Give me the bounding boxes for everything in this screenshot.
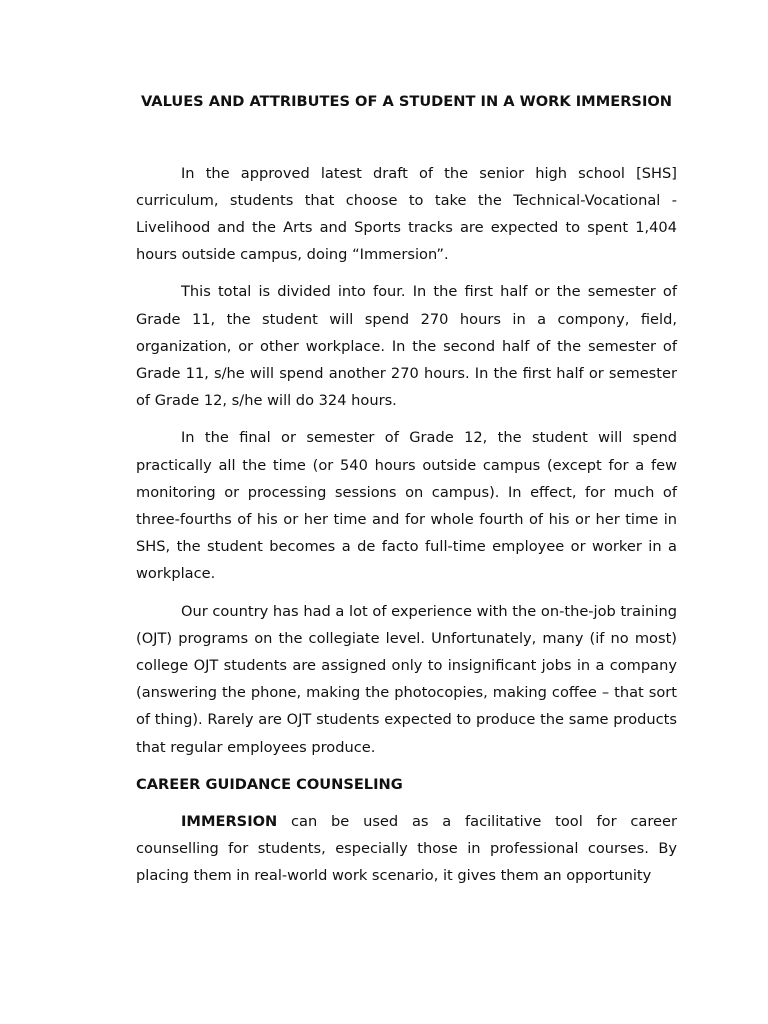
- paragraph-ojt-experience: Our country has had a lot of experience with the on-the-job training (OJT) programs on the collegiate level. Unfortunately, many (if no most) college OJT students are assigned only to insignificant jobs in a company (answering the phone, making the photocopies, making coffee – that sort of thing). Rarely are OJT students expected to produce the same products that regular employees produce.: [136, 602, 677, 756]
- document-body: [136, 88, 677, 900]
- paragraph-career-guidance: [136, 808, 677, 890]
- paragraph-final-semester: In the final or semester of Grade 12, the student will spend practically all the time (or 540 hours outside campus (except for a few monitoring or processing sessions on campus). In effect, for much of three-fourths of his or her time and for whole fourth of his or her time in SHS, the student becomes a de facto full-time employee or worker in a workplace.: [136, 429, 677, 583]
- paragraph-text: can be used as a facilitative tool for career counselling for students, especially those in professional courses. By placing them in real-world work scenario, it gives them an opportunity: [136, 812, 677, 885]
- paragraph-lead-term: IMMERSION: [181, 812, 278, 830]
- paragraph-immersion-hours: In the approved latest draft of the senior high school [SHS] curriculum, students that choose to take the Technical-Vocational -Livelihood and the Arts and Sports tracks are expected to spent 1,404 hours outside campus, doing “Immersion”.: [136, 164, 677, 264]
- paragraph-division-of-hours: This total is divided into four. In the first half or the semester of Grade 11, the student will spend 270 hours in a compony, field, organization, or other workplace. In the second half of the semester of Grade 11, s/he will spend another 270 hours. In the first half or semester of Grade 12, s/he will do 324 hours.: [136, 283, 677, 410]
- section-heading: CAREER GUIDANCE COUNSELING: [136, 775, 403, 793]
- document-title: VALUES AND ATTRIBUTES OF A STUDENT IN A WORK IMMERSION: [140, 93, 672, 110]
